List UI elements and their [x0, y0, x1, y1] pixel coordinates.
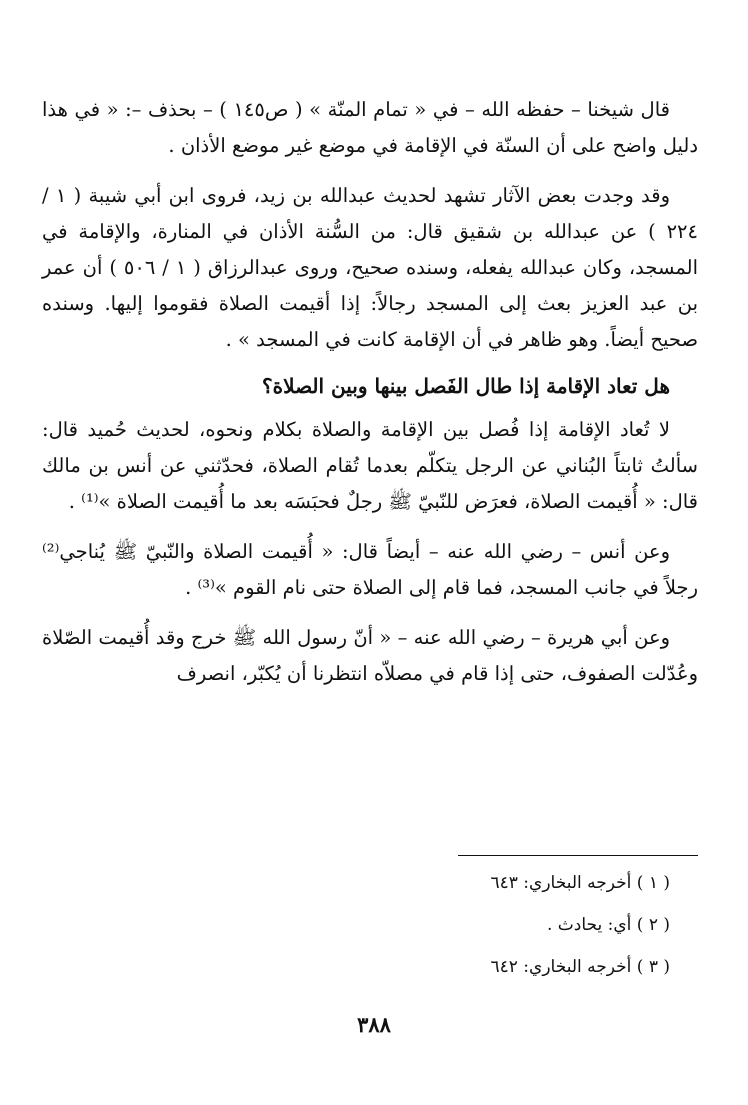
footnotes	[210, 862, 670, 988]
footnote-1: ( ١ ) أخرجه البخاري: ٦٤٣	[490, 873, 670, 893]
footnote-divider	[458, 855, 698, 856]
paragraph-hadith-abu-hurayra: وعن أبي هريرة – رضي الله عنه – « أنّ رسول الله ﷺ خرج وقد أُقيمت الصّلاة وعُدّلت الصفوف، حتى إذا قام في مصلاّه انتظرنا أن يُكبّر، انصرف	[42, 626, 698, 685]
page-number: ٣٨٨	[357, 1012, 391, 1037]
section-heading: هل تعاد الإقامة إذا طال الفَصل بينها وبين الصلاة؟	[262, 374, 670, 398]
paragraph-quote: قال شيخنا – حفظه الله – في « تمام المنّة » ( ص١٤٥ ) – بحذف –: « في هذا دليل واضح على أن السنّة في الإقامة في موضع غير موضع الأذان .	[42, 98, 698, 157]
paragraph-hadith-anas: وعن أنس – رضي الله عنه – أيضاً قال: « أُقيمت الصلاة والنّبيّ ﷺ يُناجي⁽²⁾ رجلاً في جانب المسجد، فما قام إلى الصلاة حتى نام القوم »⁽³⁾ .	[42, 540, 698, 599]
paragraph-athar: وقد وجدت بعض الآثار تشهد لحديث عبدالله بن زيد، فروى ابن أبي شيبة ( ١ / ٢٢٤ ) عن عبدالله بن شقيق قال: من السُّنة الأذان في المنارة، والإقامة في المسجد، وكان عبدالله يفعله، وسنده صحيح، وروى عبدالرزاق ( ١ / ٥٠٦ ) أن عمر بن عبد العزيز بعث إلى المسجد رجالاً: إذا أقيمت الصلاة فقوموا إليها. وسنده صحيح أيضاً. وهو ظاهر في أن الإقامة كانت في المسجد » .	[42, 184, 698, 351]
footnote-3: ( ٣ ) أخرجه البخاري: ٦٤٢	[490, 957, 670, 977]
paragraph-hadith-humaid: لا تُعاد الإقامة إذا فُصل بين الإقامة والصلاة بكلام ونحوه، لحديث حُميد قال: سألتُ ثابتاً البُناني عن الرجل يتكلّم بعدما تُقام الصلاة، فحدّثني عن أنس بن مالك قال: « أُقيمت الصلاة، فعرَض للنّبيّ ﷺ رجلٌ فحبَسَه بعد ما أُقيمت الصلاة »⁽¹⁾ .	[42, 418, 698, 513]
footnote-2: ( ٢ ) أي: يحادث .	[546, 915, 670, 935]
